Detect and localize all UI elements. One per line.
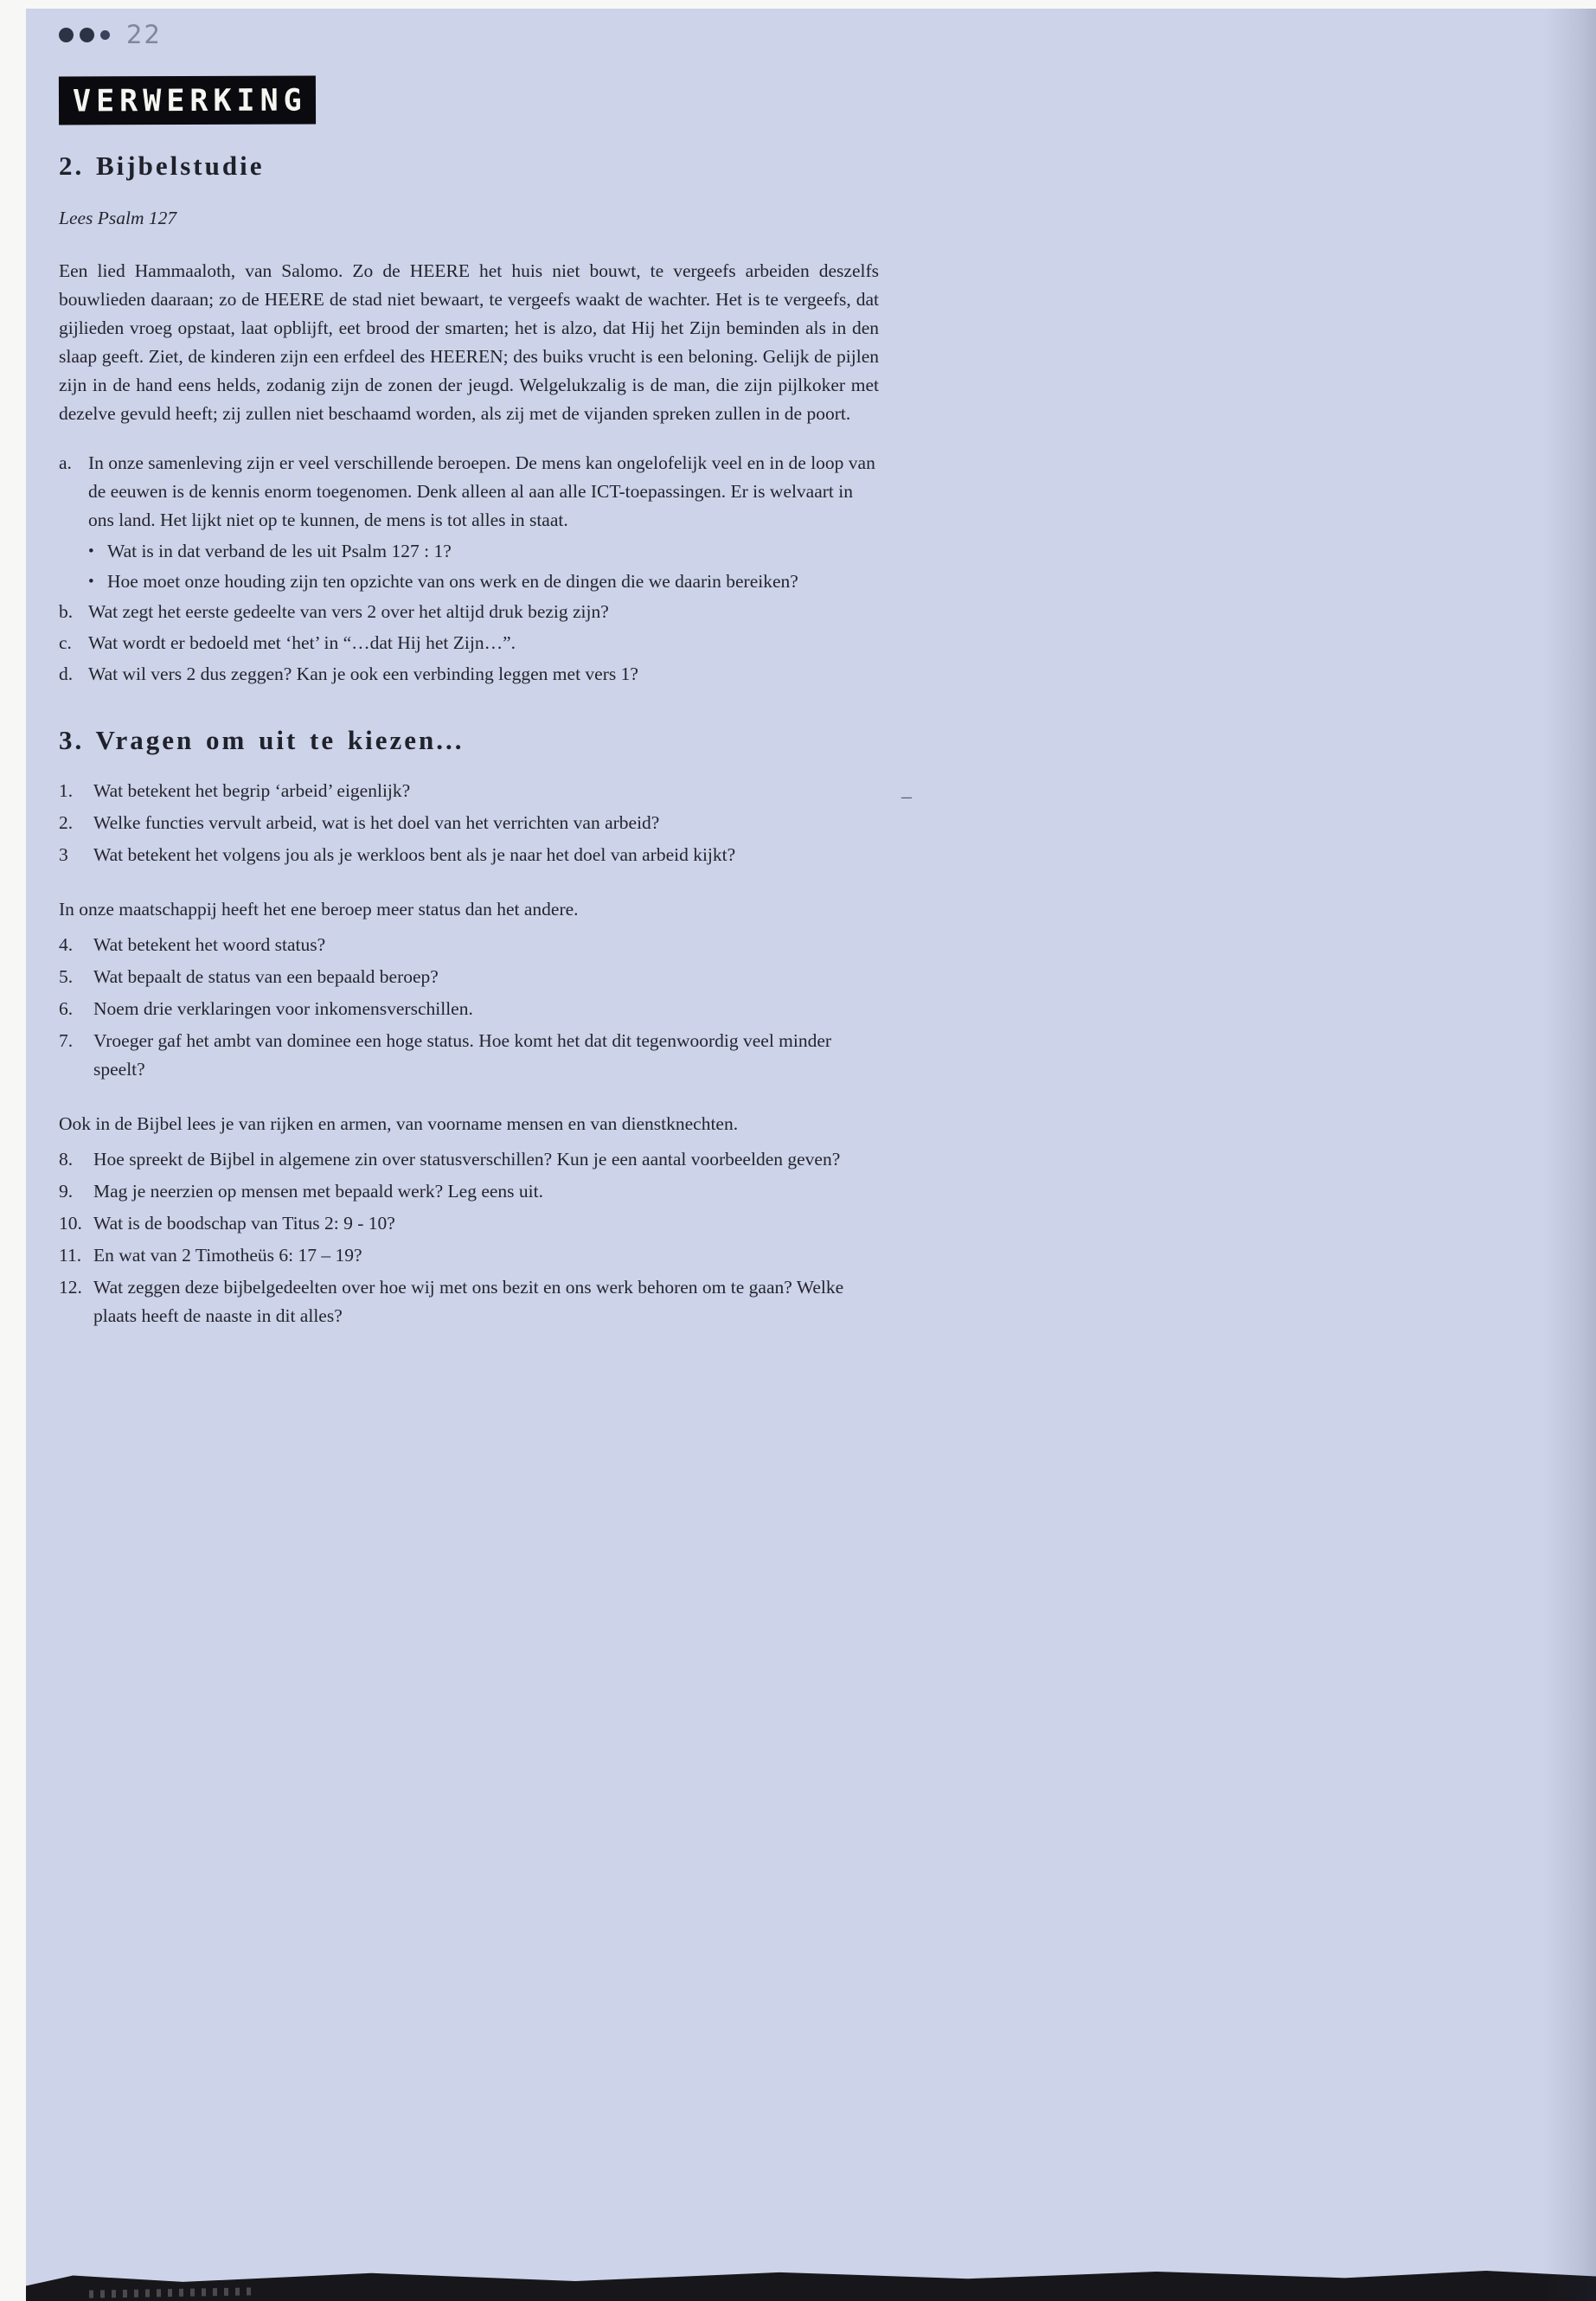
vragen-list-1 — [59, 777, 879, 869]
scan-bottom-edge — [26, 2261, 1596, 2301]
vragen-list-3 — [59, 1145, 879, 1330]
bijbel-intro-paragraph: Ook in de Bijbel lees je van rijken en armen, van voorname mensen en van dienstknechten. — [59, 1113, 739, 1134]
question-number: 12. — [59, 1277, 82, 1298]
question-label: c. — [59, 632, 72, 653]
psalm-lead: Lees Psalm 127 — [59, 208, 177, 228]
question-text: Wat zegt het eerste gedeelte van vers 2 over het altijd druk bezig zijn? — [88, 601, 609, 622]
question-text: Wat betekent het woord status? — [93, 934, 326, 955]
vragen-list-2 — [59, 931, 879, 1084]
question-text: Wat bepaalt de status van een bepaald beroep? — [93, 966, 439, 987]
section-2-title: 2. Bijbelstudie — [59, 151, 265, 181]
sub-question-bullet — [59, 537, 879, 566]
status-intro-paragraph: In onze maatschappij heeft het ene beroep meer status dan het andere. — [59, 899, 579, 920]
question-text: Hoe spreekt de Bijbel in algemene zin over statusverschillen? Kun je een aantal voorbeelden geven? — [93, 1149, 841, 1170]
verwerking-stamp: VERWERKING — [59, 75, 316, 125]
page-header — [59, 19, 879, 50]
numbered-question — [59, 1273, 879, 1330]
sub-question-text: • Wat is in dat verband de les uit Psalm 127 : 1? — [107, 541, 452, 561]
question-number: 7. — [59, 1030, 74, 1051]
numbered-question — [59, 1145, 879, 1174]
page-dot-small-icon — [100, 30, 110, 40]
numbered-question — [59, 809, 879, 837]
question-text: Wat is de boodschap van Titus 2: 9 - 10? — [93, 1213, 395, 1234]
sub-question-bullet — [59, 567, 879, 596]
question-text: Welke functies vervult arbeid, wat is het doel van het verrichten van arbeid? — [93, 812, 660, 833]
margin-mark: – — [901, 785, 912, 808]
question-number: 1. — [59, 780, 74, 801]
numbered-question — [59, 931, 879, 959]
page-content — [59, 9, 879, 1330]
numbered-question — [59, 1177, 879, 1206]
question-number: 3 — [59, 844, 68, 865]
question-text: Mag je neerzien op mensen met bepaald werk? Leg eens uit. — [93, 1181, 543, 1202]
question-number: 4. — [59, 934, 74, 955]
question-number: 6. — [59, 998, 74, 1019]
question-number: 8. — [59, 1149, 74, 1170]
numbered-question — [59, 963, 879, 991]
sub-question-text: • Hoe moet onze houding zijn ten opzichte van ons werk en de dingen die we daarin bereiken? — [107, 571, 798, 592]
question-text: Wat wordt er bedoeld met ‘het’ in “…dat Hij het Zijn…”. — [88, 632, 516, 653]
question-text: Noem drie verklaringen voor inkomensverschillen. — [93, 998, 473, 1019]
question-label: d. — [59, 663, 74, 684]
question-text: Wat betekent het volgens jou als je werkloos bent als je naar het doel van arbeid kijkt? — [93, 844, 736, 865]
question-text: Wat betekent het begrip ‘arbeid’ eigenlijk? — [93, 780, 411, 801]
page-dot-icon — [80, 28, 94, 42]
question-label: a. — [59, 452, 72, 473]
question-number: 5. — [59, 966, 74, 987]
bijbelstudie-question-list — [59, 449, 879, 689]
numbered-question — [59, 1027, 879, 1084]
question-text: En wat van 2 Timotheüs 6: 17 – 19? — [93, 1245, 362, 1266]
question-item-c — [59, 629, 879, 657]
question-number: 11. — [59, 1245, 82, 1266]
psalm-text: Een lied Hammaaloth, van Salomo. Zo de HEERE het huis niet bouwt, te vergeefs arbeiden deszelfs bouwlieden daaraan; zo de HEERE de stad niet bewaart, te vergeefs waakt de wachter. Het is te vergeefs, dat gijlieden vroeg opstaat, laat opblijft, eet brood der smarten; het is alzo, dat Hij het Zijn beminden als in den slaap geeft. Ziet, de kinderen zijn een erfdeel des HEEREN; des buiks vrucht is een beloning. Gelijk de pijlen zijn in de hand eens helds, zodanig zijn de zonen der jeugd. Welgelukzalig is de man, die zijn pijlkoker met dezelve gevuld heeft; zij zullen niet beschaamd worden, als zij met de vijanden spreken zullen in de poort. — [59, 260, 879, 424]
question-text: Vroeger gaf het ambt van dominee een hoge status. Hoe komt het dat dit tegenwoordig veel minder speelt? — [93, 1030, 832, 1080]
question-text: Wat wil vers 2 dus zeggen? Kan je ook een verbinding leggen met vers 1? — [88, 663, 638, 684]
numbered-question — [59, 841, 879, 869]
numbered-question — [59, 1209, 879, 1238]
question-number: 2. — [59, 812, 74, 833]
page-scan — [26, 9, 1596, 2301]
section-3-title: 3. Vragen om uit te kiezen... — [59, 725, 465, 755]
question-number: 9. — [59, 1181, 74, 1202]
question-text: In onze samenleving zijn er veel verschillende beroepen. De mens kan ongelofelijk veel en in de loop van de eeuwen is de kennis enorm toegenomen. Denk alleen al aan alle ICT-toepassingen. Er is welvaart in ons land. Het lijkt niet op te kunnen, de mens is tot alles in staat. — [88, 452, 875, 530]
question-label: b. — [59, 601, 74, 622]
question-number: 10. — [59, 1213, 82, 1234]
numbered-question — [59, 1241, 879, 1270]
question-item-a — [59, 449, 879, 535]
question-text: Wat zeggen deze bijbelgedeelten over hoe wij met ons bezit en ons werk behoren om te gaan? Welke plaats heeft de naaste in dit alles? — [93, 1277, 844, 1326]
page-number: 22 — [126, 20, 162, 49]
question-item-b — [59, 598, 879, 626]
numbered-question — [59, 777, 879, 805]
page-dot-icon — [59, 28, 74, 42]
numbered-question — [59, 995, 879, 1023]
question-item-d — [59, 660, 879, 689]
